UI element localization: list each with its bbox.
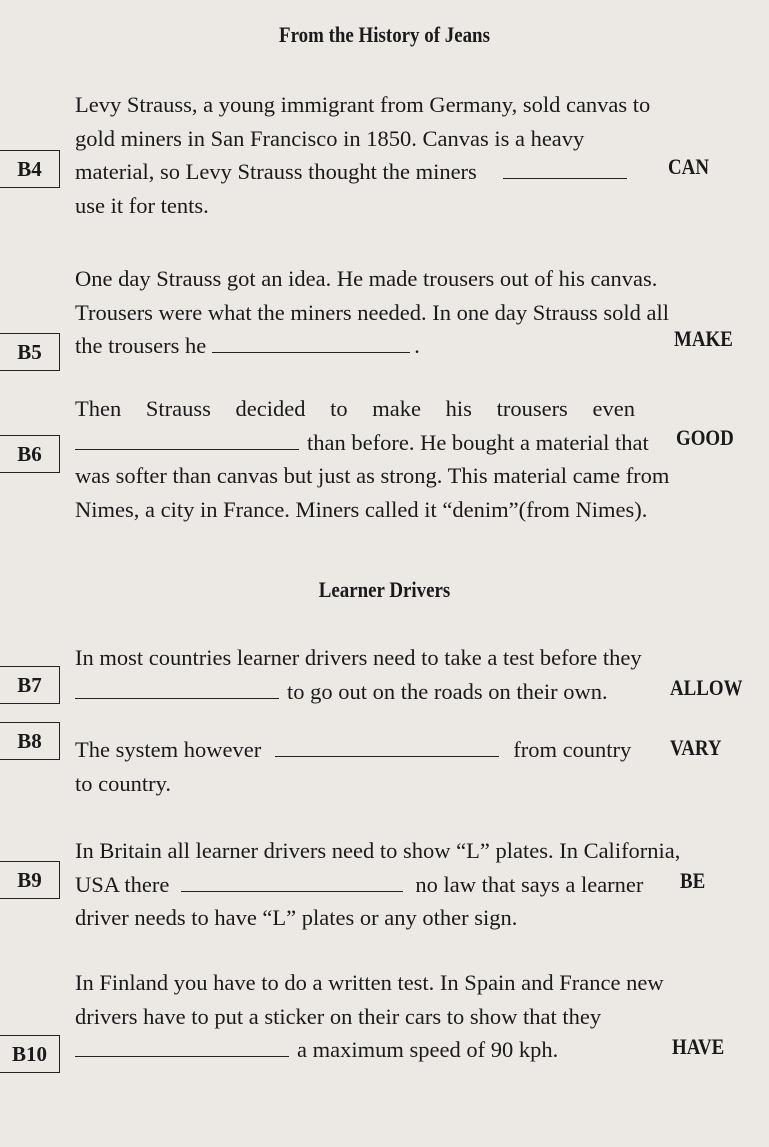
text-line <box>75 155 635 189</box>
section-title-jeans: From the History of Jeans <box>279 22 490 47</box>
text-line: One day Strauss got an idea. He made trousers out of his canvas. <box>75 266 658 291</box>
paragraph-b7 <box>75 641 642 708</box>
answer-blank-b9[interactable] <box>181 869 403 892</box>
text-fragment: . <box>414 333 420 358</box>
paragraph-b4 <box>75 88 651 222</box>
text-line: In Britain all learner drivers need to show “L” plates. In California, <box>75 838 681 863</box>
item-label-b6: B6 <box>0 435 60 473</box>
paragraph-b10 <box>75 966 664 1067</box>
answer-blank-b6[interactable] <box>75 427 299 450</box>
text-fragment: no law that says a learner <box>415 871 644 897</box>
text-fragment: material, so Levy Strauss thought the miners <box>75 159 477 184</box>
text-line <box>75 1033 635 1067</box>
keyword-b7: ALLOW <box>670 675 743 700</box>
word: make <box>372 396 422 421</box>
text-fragment: The system however <box>75 737 262 762</box>
text-line <box>75 426 649 460</box>
paragraph-b6 <box>75 392 670 526</box>
keyword-b6: GOOD <box>676 425 734 450</box>
text-line: Levy Strauss, a young immigrant from Germany, sold canvas to <box>75 92 651 117</box>
item-label-b8: B8 <box>0 722 60 760</box>
word: even <box>592 396 635 421</box>
keyword-b9: BE <box>680 868 706 893</box>
paragraph-b9 <box>75 834 681 935</box>
text-line-justified <box>75 392 635 426</box>
text-line <box>75 733 635 767</box>
text-fragment: from country <box>513 737 632 762</box>
text-line: was softer than canvas but just as strong. This material came from <box>75 463 670 488</box>
answer-blank-b7[interactable] <box>75 676 279 699</box>
paragraph-b5 <box>75 262 670 363</box>
keyword-b5: MAKE <box>674 326 733 351</box>
paragraph-b8 <box>75 733 635 800</box>
text-fragment: USA there <box>75 871 170 897</box>
text-line <box>75 868 644 902</box>
text-line <box>75 675 635 709</box>
text-fragment: the trousers he <box>75 333 207 358</box>
text-line: Trousers were what the miners needed. In one day Strauss sold all <box>75 299 670 325</box>
text-line <box>75 329 635 363</box>
answer-blank-b10[interactable] <box>75 1034 289 1057</box>
word: his <box>445 396 472 421</box>
answer-blank-b4[interactable] <box>503 156 627 179</box>
text-line: use it for tents. <box>75 192 209 218</box>
text-line: Nimes, a city in France. Miners called it “denim”(from Nimes). <box>75 496 648 522</box>
keyword-b8: VARY <box>670 735 722 760</box>
section-title-learner-drivers: Learner Drivers <box>318 577 451 602</box>
item-label-b7: B7 <box>0 666 60 704</box>
text-line: gold miners in San Francisco in 1850. Canvas is a heavy <box>75 125 585 151</box>
text-line: driver needs to have “L” plates or any other sign. <box>75 905 518 930</box>
text-line: In Finland you have to do a written test. In Spain and France new <box>75 970 664 995</box>
answer-blank-b8[interactable] <box>275 734 499 757</box>
text-line: drivers have to put a sticker on their cars to show that they <box>75 1003 602 1029</box>
item-label-b4: B4 <box>0 150 60 188</box>
item-label-b10: B10 <box>0 1035 60 1073</box>
item-label-b5: B5 <box>0 333 60 371</box>
word: Then <box>75 396 122 421</box>
keyword-b10: HAVE <box>672 1034 725 1059</box>
text-line: In most countries learner drivers need to take a test before they <box>75 645 642 670</box>
word: decided <box>235 396 306 421</box>
text-fragment: a maximum speed of 90 kph. <box>297 1037 559 1062</box>
text-fragment: than before. He bought a material that <box>307 429 649 455</box>
text-line: to country. <box>75 770 172 796</box>
item-label-b9: B9 <box>0 861 60 899</box>
answer-blank-b5[interactable] <box>212 330 410 353</box>
word: trousers <box>496 396 568 421</box>
keyword-b4: CAN <box>668 154 709 179</box>
word: to <box>330 396 348 421</box>
text-fragment: to go out on the roads on their own. <box>287 678 608 704</box>
word: Strauss <box>145 396 211 421</box>
